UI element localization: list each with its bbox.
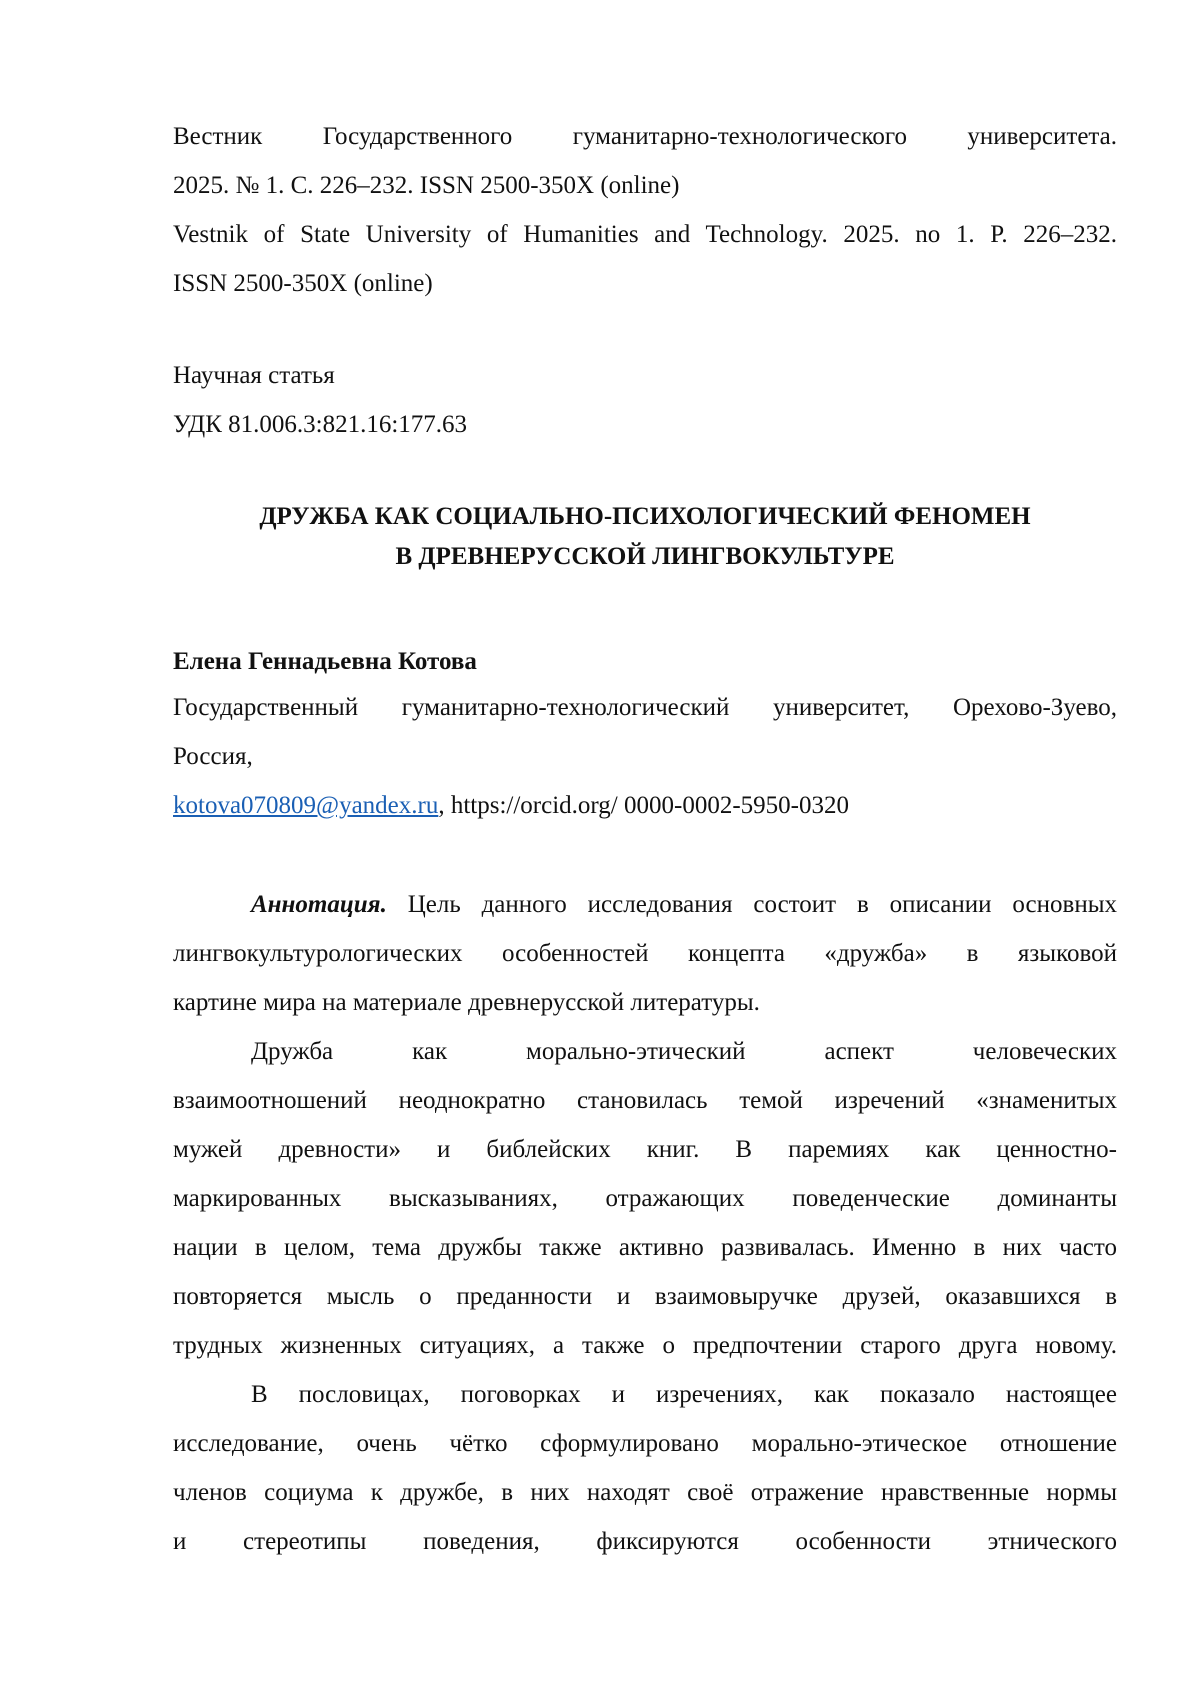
abstract-label: Аннотация. bbox=[251, 891, 387, 918]
orcid-text: , https://orcid.org/ 0000-0002-5950-0320 bbox=[438, 792, 849, 819]
abstract-p1-line2: лингвокультурологических особенностей концепта «дружба» в языковой bbox=[173, 929, 1117, 978]
article-type: Научная статья bbox=[173, 351, 1117, 400]
author-block bbox=[173, 641, 1117, 830]
abstract-p3-line4: и стереотипы поведения, фиксируются особенности этнического bbox=[173, 1517, 1117, 1566]
article-title bbox=[173, 497, 1117, 577]
header-ru-line2: 2025. № 1. С. 226–232. ISSN 2500-350X (online) bbox=[173, 161, 1117, 210]
author-name: Елена Геннадьевна Котова bbox=[173, 641, 1117, 683]
abstract-p1-line3: картине мира на материале древнерусской литературы. bbox=[173, 978, 1117, 1027]
abstract-p3-line1: В пословицах, поговорках и изречениях, как показало настоящее bbox=[173, 1370, 1117, 1419]
abstract-p1-line1: Аннотация. Цель данного исследования состоит в описании основных bbox=[173, 880, 1117, 929]
abstract-p2-line4: маркированных высказываниях, отражающих поведенческие доминанты bbox=[173, 1174, 1117, 1223]
contact-line bbox=[173, 781, 1117, 830]
article-meta bbox=[173, 351, 1117, 449]
abstract-p3-line3: членов социума к дружбе, в них находят своё отражение нравственные нормы bbox=[173, 1468, 1117, 1517]
abstract-p3-line2: исследование, очень чётко сформулировано морально-этическое отношение bbox=[173, 1419, 1117, 1468]
abstract-p2-line5: нации в целом, тема дружбы также активно развивалась. Именно в них часто bbox=[173, 1223, 1117, 1272]
abstract-p2-line2: взаимоотношений неоднократно становилась темой изречений «знаменитых bbox=[173, 1076, 1117, 1125]
title-line2: В ДРЕВНЕРУССКОЙ ЛИНГВОКУЛЬТУРЕ bbox=[173, 537, 1117, 577]
abstract bbox=[173, 880, 1117, 1566]
article-page bbox=[173, 112, 1117, 1566]
header-ru-line1: Вестник Государственного гуманитарно-технологического университета. bbox=[173, 112, 1117, 161]
header-en-line1: Vestnik of State University of Humanities and Technology. 2025. no 1. P. 226–232. bbox=[173, 210, 1117, 259]
affiliation-line1: Государственный гуманитарно-технологический университет, Орехово-Зуево, bbox=[173, 683, 1117, 732]
journal-header bbox=[173, 112, 1117, 308]
title-line1: ДРУЖБА КАК СОЦИАЛЬНО-ПСИХОЛОГИЧЕСКИЙ ФЕНОМЕН bbox=[173, 497, 1117, 537]
abstract-p2-line6: повторяется мысль о преданности и взаимовыручке друзей, оказавшихся в bbox=[173, 1272, 1117, 1321]
email-link[interactable]: kotova070809@yandex.ru bbox=[173, 792, 438, 819]
udc-code: УДК 81.006.3:821.16:177.63 bbox=[173, 400, 1117, 449]
abstract-p2-line1: Дружба как морально-этический аспект человеческих bbox=[173, 1027, 1117, 1076]
header-en-line2: ISSN 2500-350X (online) bbox=[173, 259, 1117, 308]
abstract-p2-line7: трудных жизненных ситуациях, а также о предпочтении старого друга новому. bbox=[173, 1321, 1117, 1370]
abstract-p2-line3: мужей древности» и библейских книг. В паремиях как ценностно- bbox=[173, 1125, 1117, 1174]
affiliation-line2: Россия, bbox=[173, 732, 1117, 781]
